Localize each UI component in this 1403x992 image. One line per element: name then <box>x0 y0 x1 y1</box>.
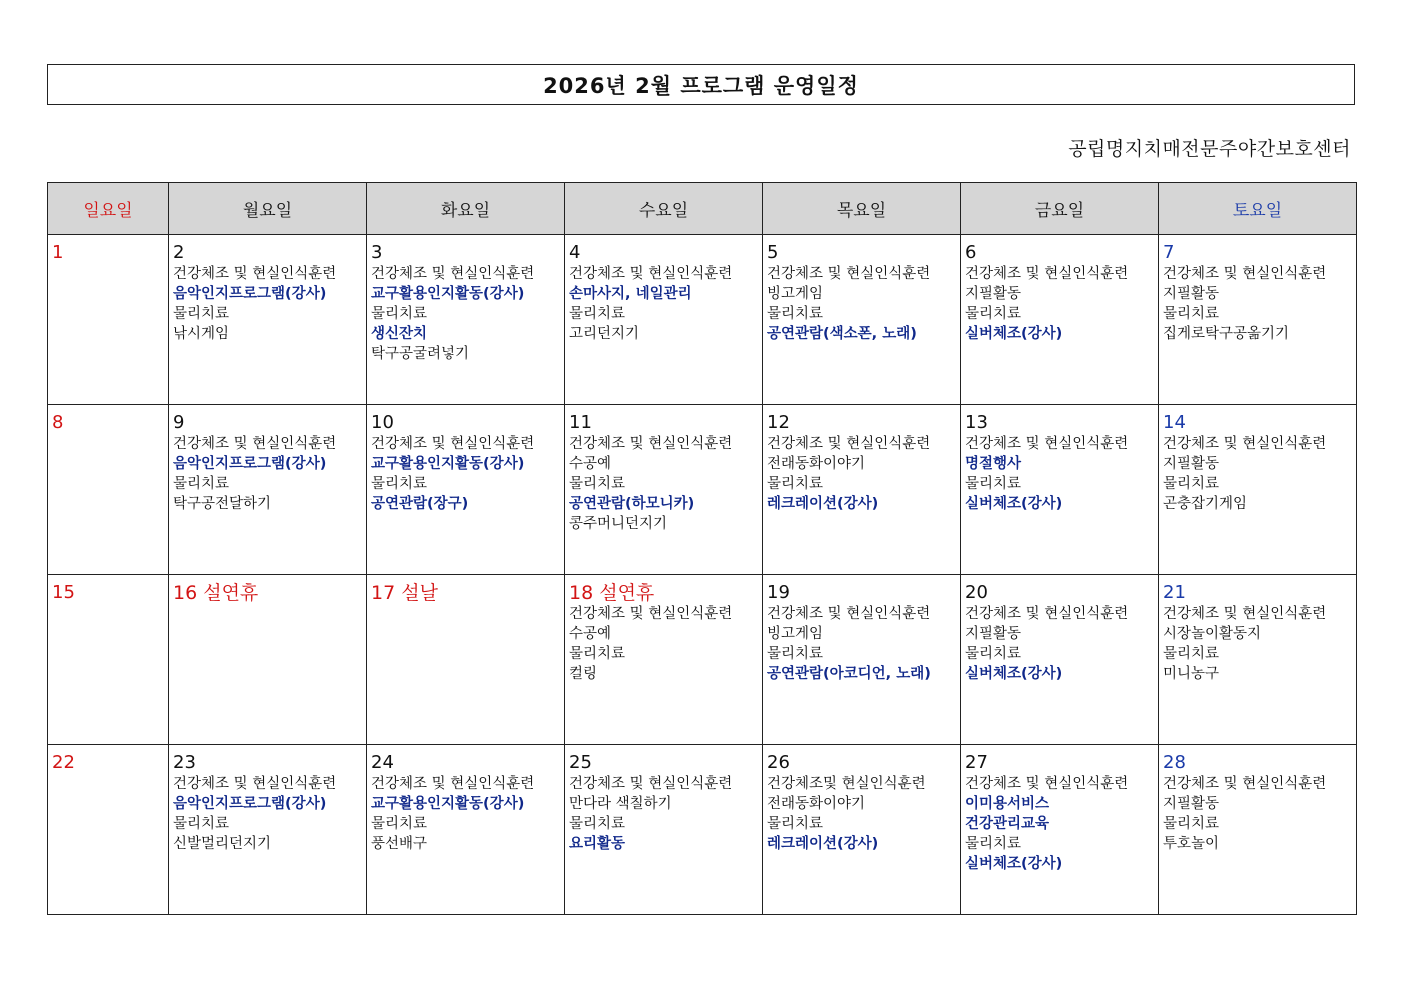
program-item: 건강체조 및 현실인식훈련 <box>173 776 337 792</box>
program-item: 실버체조(강사) <box>965 856 1063 872</box>
day-cell-content <box>367 235 564 364</box>
day-cell <box>1159 235 1357 405</box>
calendar-body <box>48 235 1357 915</box>
program-item: 물리치료 <box>173 306 230 322</box>
program-item: 건강체조 및 현실인식훈련 <box>371 266 535 282</box>
program-item: 신발멀리던지기 <box>173 836 272 852</box>
day-cell-content <box>565 575 762 684</box>
program-item: 물리치료 <box>767 816 824 832</box>
day-number: 15 <box>52 582 75 603</box>
program-item: 빙고게임 <box>767 626 824 642</box>
day-number: 7 <box>1163 242 1175 263</box>
day-cell-content <box>1159 745 1356 854</box>
day-cell <box>48 235 169 405</box>
program-item: 레크레이션(강사) <box>767 836 879 852</box>
program-item: 교구활용인지활동(강사) <box>371 286 525 302</box>
program-item: 물리치료 <box>965 306 1022 322</box>
program-item: 명절행사 <box>965 456 1022 472</box>
day-number: 25 <box>569 752 592 773</box>
day-number: 22 <box>52 752 75 773</box>
day-number: 19 <box>767 582 790 603</box>
day-cell <box>367 745 565 915</box>
program-item: 만다라 색칠하기 <box>569 796 672 812</box>
day-cell <box>367 575 565 745</box>
program-item: 빙고게임 <box>767 286 824 302</box>
day-number: 1 <box>52 242 64 263</box>
program-item: 건강체조 및 현실인식훈련 <box>173 436 337 452</box>
day-cell <box>961 405 1159 575</box>
day-cell <box>961 575 1159 745</box>
day-cell-content <box>763 575 960 684</box>
day-cell-content <box>367 745 564 854</box>
day-number: 12 <box>767 412 790 433</box>
day-cell-content <box>367 405 564 514</box>
day-number: 11 <box>569 412 592 433</box>
day-cell <box>1159 575 1357 745</box>
program-item: 물리치료 <box>371 476 428 492</box>
day-number: 20 <box>965 582 988 603</box>
day-number: 27 <box>965 752 988 773</box>
program-item: 낚시게임 <box>173 326 230 342</box>
program-item: 공연관람(색소폰, 노래) <box>767 326 917 342</box>
program-item: 실버체조(강사) <box>965 496 1063 512</box>
program-item: 물리치료 <box>965 836 1022 852</box>
program-item: 물리치료 <box>371 306 428 322</box>
day-number: 24 <box>371 752 394 773</box>
day-cell-content <box>48 575 168 604</box>
program-item: 컬링 <box>569 666 598 682</box>
holiday-label: 18 설연휴 <box>569 582 655 604</box>
day-cell-content <box>48 745 168 774</box>
day-number: 5 <box>767 242 779 263</box>
weekday-header-wednesday: 수요일 <box>565 183 763 235</box>
weekday-header-row <box>48 183 1357 235</box>
program-item: 실버체조(강사) <box>965 666 1063 682</box>
program-item: 건강체조 및 현실인식훈련 <box>569 266 733 282</box>
program-item: 지필활동 <box>1163 796 1220 812</box>
program-item: 건강체조 및 현실인식훈련 <box>371 436 535 452</box>
program-item: 풍선배구 <box>371 836 428 852</box>
program-item: 고리던지기 <box>569 326 640 342</box>
weekday-header-saturday: 토요일 <box>1159 183 1357 235</box>
program-item: 건강체조 및 현실인식훈련 <box>767 606 931 622</box>
day-cell <box>169 575 367 745</box>
weekday-header-friday: 금요일 <box>961 183 1159 235</box>
program-item: 공연관람(하모니카) <box>569 496 695 512</box>
program-item: 건강체조및 현실인식훈련 <box>767 776 926 792</box>
program-item: 건강체조 및 현실인식훈련 <box>569 776 733 792</box>
program-item: 건강체조 및 현실인식훈련 <box>965 606 1129 622</box>
day-cell-content <box>1159 405 1356 514</box>
program-item: 물리치료 <box>1163 476 1220 492</box>
program-item: 건강체조 및 현실인식훈련 <box>569 606 733 622</box>
day-cell-content <box>169 575 366 604</box>
program-item: 지필활동 <box>965 286 1022 302</box>
program-item: 요리활동 <box>569 836 626 852</box>
program-item: 건강체조 및 현실인식훈련 <box>1163 266 1327 282</box>
day-cell-content <box>565 745 762 854</box>
holiday-label: 16 설연휴 <box>173 582 259 604</box>
program-item: 시장놀이활동지 <box>1163 626 1262 642</box>
week-row <box>48 575 1357 745</box>
program-item: 물리치료 <box>173 816 230 832</box>
day-cell <box>48 575 169 745</box>
day-cell <box>48 405 169 575</box>
program-item: 수공예 <box>569 456 612 472</box>
day-cell <box>565 575 763 745</box>
day-cell <box>763 235 961 405</box>
program-item: 물리치료 <box>1163 816 1220 832</box>
program-item: 탁구공전달하기 <box>173 496 272 512</box>
program-item: 물리치료 <box>767 306 824 322</box>
day-cell-content <box>565 405 762 534</box>
program-item: 이미용서비스 <box>965 796 1050 812</box>
day-cell-content <box>961 575 1158 684</box>
day-cell-content <box>1159 575 1356 684</box>
program-item: 수공예 <box>569 626 612 642</box>
program-item: 전래동화이야기 <box>767 796 866 812</box>
day-number: 10 <box>371 412 394 433</box>
program-item: 미니농구 <box>1163 666 1220 682</box>
day-cell-content <box>169 235 366 344</box>
program-item: 물리치료 <box>1163 646 1220 662</box>
day-cell <box>763 405 961 575</box>
day-cell <box>169 745 367 915</box>
program-item: 지필활동 <box>1163 456 1220 472</box>
program-item: 건강체조 및 현실인식훈련 <box>965 266 1129 282</box>
day-number: 23 <box>173 752 196 773</box>
program-item: 공연관람(장구) <box>371 496 469 512</box>
program-item: 건강체조 및 현실인식훈련 <box>1163 436 1327 452</box>
calendar-table <box>47 182 1357 915</box>
day-cell-content <box>48 405 168 434</box>
day-number: 9 <box>173 412 185 433</box>
program-item: 건강체조 및 현실인식훈련 <box>173 266 337 282</box>
day-cell-content <box>961 745 1158 874</box>
program-item: 건강체조 및 현실인식훈련 <box>767 266 931 282</box>
program-item: 음악인지프로그램(강사) <box>173 456 327 472</box>
title-text: 2026년 2월 프로그램 운영일정 <box>543 73 859 98</box>
day-cell-content <box>1159 235 1356 344</box>
day-number: 4 <box>569 242 581 263</box>
program-item: 건강체조 및 현실인식훈련 <box>965 776 1129 792</box>
day-cell <box>565 745 763 915</box>
program-item: 물리치료 <box>767 476 824 492</box>
day-number: 2 <box>173 242 185 263</box>
day-number: 26 <box>767 752 790 773</box>
weekday-header-thursday: 목요일 <box>763 183 961 235</box>
program-item: 생신잔치 <box>371 326 428 342</box>
week-row <box>48 405 1357 575</box>
program-item: 교구활용인지활동(강사) <box>371 796 525 812</box>
program-item: 손마사지, 네일관리 <box>569 286 692 302</box>
program-item: 레크레이션(강사) <box>767 496 879 512</box>
program-item: 물리치료 <box>569 306 626 322</box>
center-name: 공립명지치매전문주야간보호센터 <box>1068 138 1351 160</box>
program-item: 물리치료 <box>569 646 626 662</box>
program-item: 음악인지프로그램(강사) <box>173 796 327 812</box>
weekday-header-monday: 월요일 <box>169 183 367 235</box>
day-cell <box>48 745 169 915</box>
holiday-label: 17 설날 <box>371 582 438 604</box>
program-item: 건강관리교육 <box>965 816 1050 832</box>
day-number: 3 <box>371 242 383 263</box>
day-number: 21 <box>1163 582 1186 603</box>
day-cell-content <box>763 745 960 854</box>
program-item: 건강체조 및 현실인식훈련 <box>1163 606 1327 622</box>
day-cell <box>169 235 367 405</box>
page-title <box>47 64 1355 105</box>
program-item: 콩주머니던지기 <box>569 516 668 532</box>
day-number: 28 <box>1163 752 1186 773</box>
program-item: 물리치료 <box>1163 306 1220 322</box>
day-cell-content <box>763 235 960 344</box>
program-item: 건강체조 및 현실인식훈련 <box>1163 776 1327 792</box>
program-item: 음악인지프로그램(강사) <box>173 286 327 302</box>
day-number: 6 <box>965 242 977 263</box>
program-item: 지필활동 <box>1163 286 1220 302</box>
program-item: 교구활용인지활동(강사) <box>371 456 525 472</box>
day-cell <box>565 235 763 405</box>
day-number: 13 <box>965 412 988 433</box>
program-item: 공연관람(아코디언, 노래) <box>767 666 931 682</box>
program-item: 실버체조(강사) <box>965 326 1063 342</box>
weekday-header-sunday: 일요일 <box>48 183 169 235</box>
weekday-header-tuesday: 화요일 <box>367 183 565 235</box>
day-cell-content <box>763 405 960 514</box>
day-cell <box>961 745 1159 915</box>
day-cell-content <box>961 235 1158 344</box>
day-cell-content <box>367 575 564 604</box>
program-item: 물리치료 <box>569 816 626 832</box>
day-cell <box>169 405 367 575</box>
day-cell <box>961 235 1159 405</box>
day-cell <box>367 405 565 575</box>
day-cell <box>763 575 961 745</box>
program-item: 물리치료 <box>173 476 230 492</box>
program-item: 물리치료 <box>767 646 824 662</box>
program-item: 물리치료 <box>965 646 1022 662</box>
program-item: 물리치료 <box>569 476 626 492</box>
day-cell-content <box>169 745 366 854</box>
day-cell <box>763 745 961 915</box>
day-cell <box>1159 745 1357 915</box>
program-item: 전래동화이야기 <box>767 456 866 472</box>
day-cell-content <box>961 405 1158 514</box>
program-item: 곤충잡기게임 <box>1163 496 1248 512</box>
week-row <box>48 235 1357 405</box>
program-item: 건강체조 및 현실인식훈련 <box>569 436 733 452</box>
program-item: 지필활동 <box>965 626 1022 642</box>
day-cell-content <box>169 405 366 514</box>
program-item: 물리치료 <box>371 816 428 832</box>
program-item: 건강체조 및 현실인식훈련 <box>965 436 1129 452</box>
day-cell <box>367 235 565 405</box>
day-number: 14 <box>1163 412 1186 433</box>
day-cell-content <box>565 235 762 344</box>
program-item: 건강체조 및 현실인식훈련 <box>767 436 931 452</box>
program-item: 건강체조 및 현실인식훈련 <box>371 776 535 792</box>
program-item: 탁구공굴려넣기 <box>371 346 470 362</box>
day-cell <box>1159 405 1357 575</box>
program-item: 물리치료 <box>965 476 1022 492</box>
program-item: 투호놀이 <box>1163 836 1220 852</box>
day-cell-content <box>48 235 168 264</box>
week-row <box>48 745 1357 915</box>
day-number: 8 <box>52 412 64 433</box>
program-item: 집게로탁구공옮기기 <box>1163 326 1290 342</box>
day-cell <box>565 405 763 575</box>
